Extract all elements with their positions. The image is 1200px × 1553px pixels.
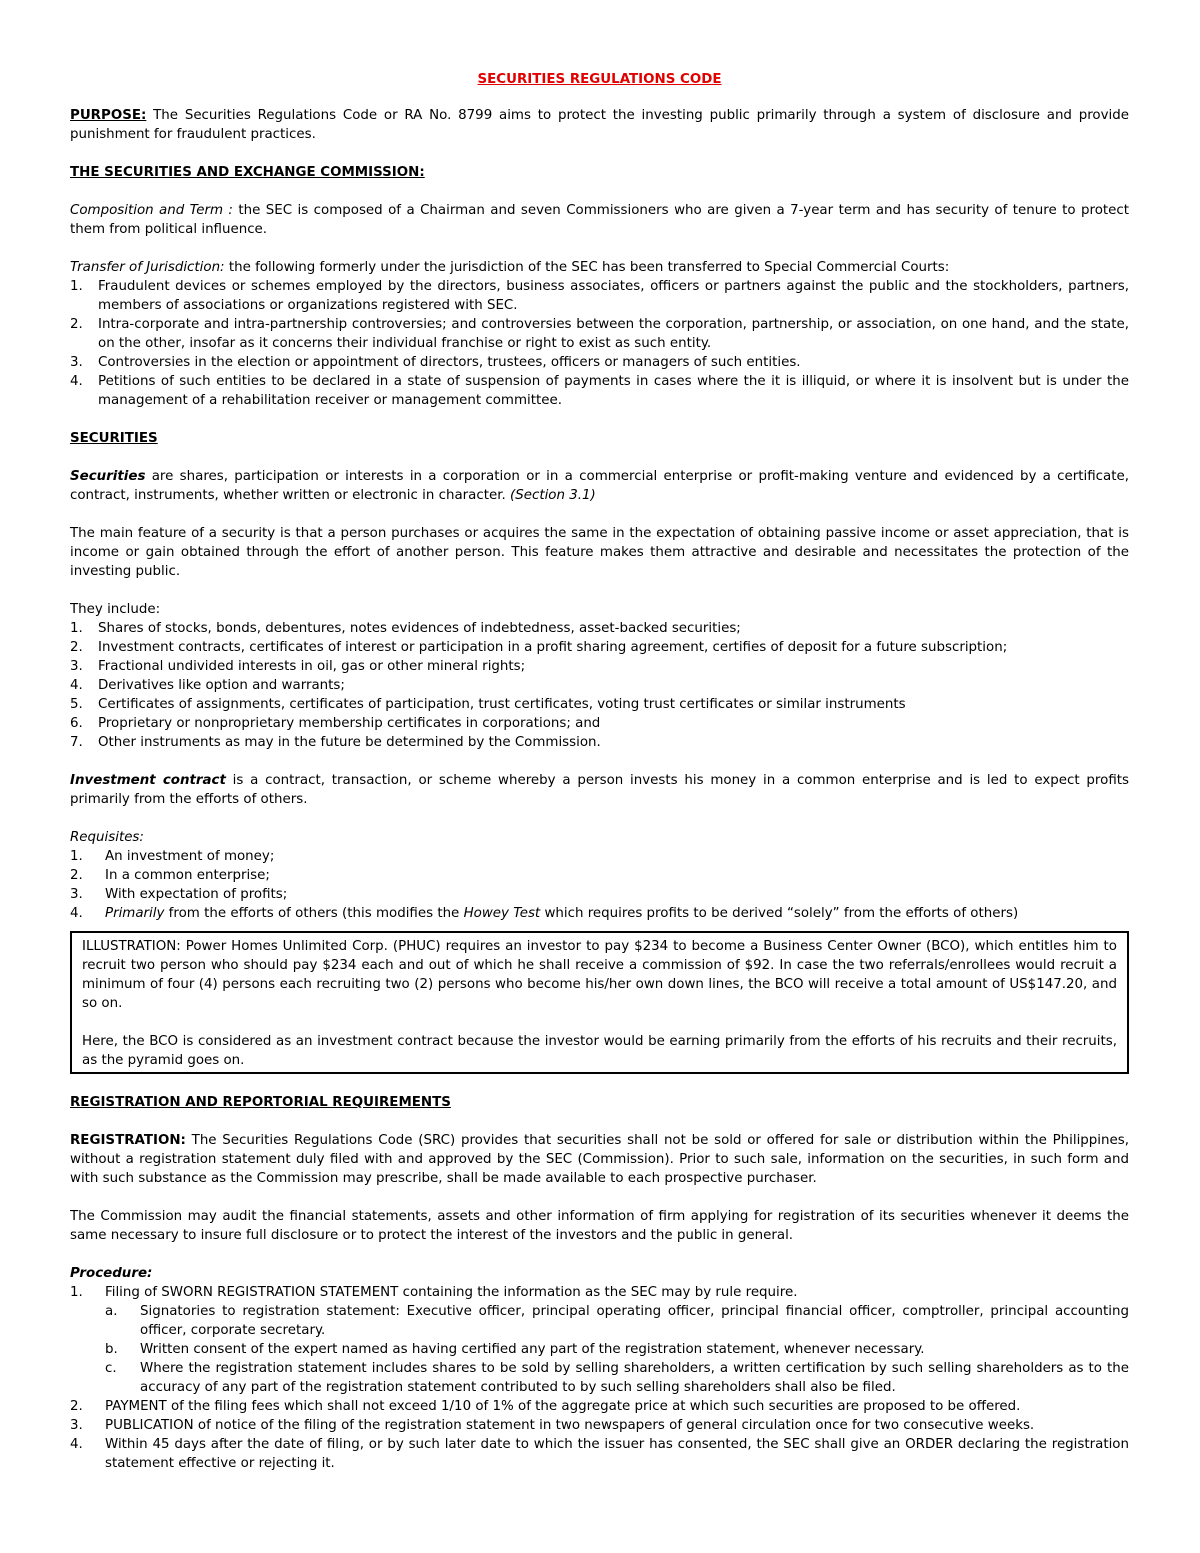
list-item: 4. Within 45 days after the date of filing, or by such later date to which the issuer has consented, the SEC shall give an ORDER declaring the registration statement effective or rejecting it. bbox=[70, 1437, 1129, 1471]
procedure-sublist bbox=[105, 1302, 1129, 1397]
procedure-list bbox=[70, 1283, 1129, 1302]
registration-paragraph: REGISTRATION: The Securities Regulations Code (SRC) provides that securities shall not be sold or offered for sale or distribution within the Philippines, without a registration statement duly filed with and approved by the SEC (Commission). Prior to such sale, information on the securities, in such form and with such substance as the Commission may prescribe, shall be made available to each prospective purchaser. bbox=[70, 1133, 1129, 1186]
transfer-paragraph bbox=[70, 258, 1129, 277]
securities-term: Securities bbox=[70, 469, 146, 484]
list-item: 7. Other instruments as may in the future be determined by the Commission. bbox=[70, 735, 601, 750]
list-item: 3. Fractional undivided interests in oil, gas or other mineral rights; bbox=[70, 659, 526, 674]
list-item: 1. Fraudulent devices or schemes employed by the directors, business associates, officers or partners against the public and the stockholders, partners, members of associations or organizations registered with SEC. bbox=[70, 279, 1129, 313]
list-item: b. Written consent of the expert named as having certified any part of the registration statement, whenever necessary. bbox=[105, 1342, 925, 1357]
document-page bbox=[70, 70, 1129, 1473]
sec-heading: THE SECURITIES AND EXCHANGE COMMISSION: bbox=[70, 165, 425, 180]
list-item: 1. An investment of money; bbox=[70, 849, 275, 864]
securities-types-list bbox=[70, 619, 1129, 752]
purpose-label: PURPOSE: bbox=[70, 108, 147, 123]
securities-heading: SECURITIES bbox=[70, 431, 158, 446]
howey-test: Howey Test bbox=[463, 906, 541, 921]
list-item: 2. Investment contracts, certificates of interest or participation in a profit sharing agreement, certifies of deposit for a future subscription; bbox=[70, 640, 1008, 655]
transfer-label: Transfer of Jurisdiction: bbox=[70, 260, 225, 275]
list-item: 3. Controversies in the election or appointment of directors, trustees, officers or managers of such entities. bbox=[70, 355, 801, 370]
illustration-box bbox=[70, 931, 1129, 1074]
purpose-text: The Securities Regulations Code or RA No. 8799 aims to protect the investing public primarily through a system of disclosure and provide punishment for fraudulent practices. bbox=[70, 108, 1129, 142]
requisites-list bbox=[70, 847, 1129, 923]
purpose-paragraph bbox=[70, 106, 1129, 144]
requisites-label: Requisites: bbox=[70, 830, 144, 845]
transfer-list bbox=[70, 277, 1129, 410]
document-title: SECURITIES REGULATIONS CODE bbox=[477, 72, 722, 87]
registration-heading: REGISTRATION AND REPORTORIAL REQUIREMENTS bbox=[70, 1095, 451, 1110]
list-item: 1. Filing of SWORN REGISTRATION STATEMENT containing the information as the SEC may by rule require. bbox=[70, 1285, 798, 1300]
list-item: a. Signatories to registration statement: Executive officer, principal operating officer, principal financial officer, comptroller, principal accounting officer, corporate secretary. bbox=[105, 1304, 1129, 1338]
composition-label: Composition and Term : bbox=[70, 203, 233, 218]
list-item: 3. PUBLICATION of notice of the filing of the registration statement in two newspapers of general circulation once for two consecutive weeks. bbox=[70, 1418, 1035, 1433]
include-intro: They include: bbox=[70, 602, 161, 617]
list-item: 4. Primarily from the efforts of others (this modifies the Howey Test which requires profits to be derived “solely” from the efforts of others) bbox=[70, 906, 1019, 921]
composition-paragraph bbox=[70, 201, 1129, 239]
list-item: 4. Derivatives like option and warrants; bbox=[70, 678, 345, 693]
section-reference: (Section 3.1) bbox=[510, 488, 596, 503]
list-item: 2. Intra-corporate and intra-partnership controversies; and controversies between the corporation, partnership, or association, on one hand, and the state, on the other, insofar as it concerns their individual franchise or right to exist as such entity. bbox=[70, 317, 1129, 351]
list-item: 1. Shares of stocks, bonds, debentures, notes evidences of indebtedness, asset-backed securities; bbox=[70, 621, 741, 636]
registration-label: REGISTRATION: bbox=[70, 1133, 186, 1148]
composition-text: the SEC is composed of a Chairman and seven Commissioners who are given a 7-year term and has security of tenure to protect them from political influence. bbox=[70, 203, 1130, 237]
illustration-paragraph: ILLUSTRATION: Power Homes Unlimited Corp. (PHUC) requires an investor to pay $234 to become a Business Center Owner (BCO), which entitles him to recruit two person who should pay $234 each and out of which he shall receive a commission of $92. In case the two referrals/enrollees would recruit a minimum of four (4) persons each recruiting two (2) persons who become his/her own down lines, the BCO will receive a total amount of US$147.20, and so on. bbox=[82, 939, 1117, 1011]
investment-contract-term: Investment contract bbox=[70, 773, 226, 788]
list-item: 2. PAYMENT of the filing fees which shall not exceed 1/10 of 1% of the aggregate price at which such securities are proposed to be offered. bbox=[70, 1399, 1021, 1414]
audit-paragraph: The Commission may audit the financial statements, assets and other information of firm applying for registration of its securities whenever it deems the same necessary to insure full disclosure or to protect the interest of the investors and the public in general. bbox=[70, 1209, 1129, 1243]
transfer-text: the following formerly under the jurisdiction of the SEC has been transferred to Special Commercial Courts: bbox=[224, 260, 950, 275]
list-item: 6. Proprietary or nonproprietary membership certificates in corporations; and bbox=[70, 716, 601, 731]
list-item: c. Where the registration statement includes shares to be sold by selling shareholders, a written certification by such selling shareholders as to the accuracy of any part of the registration statement contributed to by such selling shareholders shall also be filed. bbox=[105, 1361, 1129, 1395]
list-item: 3. With expectation of profits; bbox=[70, 887, 288, 902]
procedure-label: Procedure: bbox=[70, 1266, 153, 1281]
illustration-explanation: Here, the BCO is considered as an investment contract because the investor would be earning primarily from the efforts of his recruits and their recruits, as the pyramid goes on. bbox=[82, 1034, 1117, 1068]
list-item: 2. In a common enterprise; bbox=[70, 868, 270, 883]
main-feature-paragraph: The main feature of a security is that a person purchases or acquires the same in the expectation of obtaining passive income or asset appreciation, that is income or gain obtained through the effort of another person. This feature makes them attractive and desirable and necessitates the protection of the investing public. bbox=[70, 526, 1129, 579]
investment-contract-definition: Investment contract is a contract, transaction, or scheme whereby a person invests his money in a common enterprise and is led to expect profits primarily from the efforts of others. bbox=[70, 773, 1129, 807]
procedure-list-continued bbox=[70, 1397, 1129, 1473]
securities-definition: Securities are shares, participation or interests in a corporation or in a commercial enterprise or profit-making venture and evidenced by a certificate, contract, instruments, whether written or electronic in character. (Section 3.1) bbox=[70, 469, 1129, 503]
list-item: 4. Petitions of such entities to be declared in a state of suspension of payments in cases where the it is illiquid, or where it is insolvent but is under the management of a rehabilitation receiver or management committee. bbox=[70, 374, 1129, 408]
list-item: 5. Certificates of assignments, certificates of participation, trust certificates, voting trust certificates or similar instruments bbox=[70, 697, 906, 712]
